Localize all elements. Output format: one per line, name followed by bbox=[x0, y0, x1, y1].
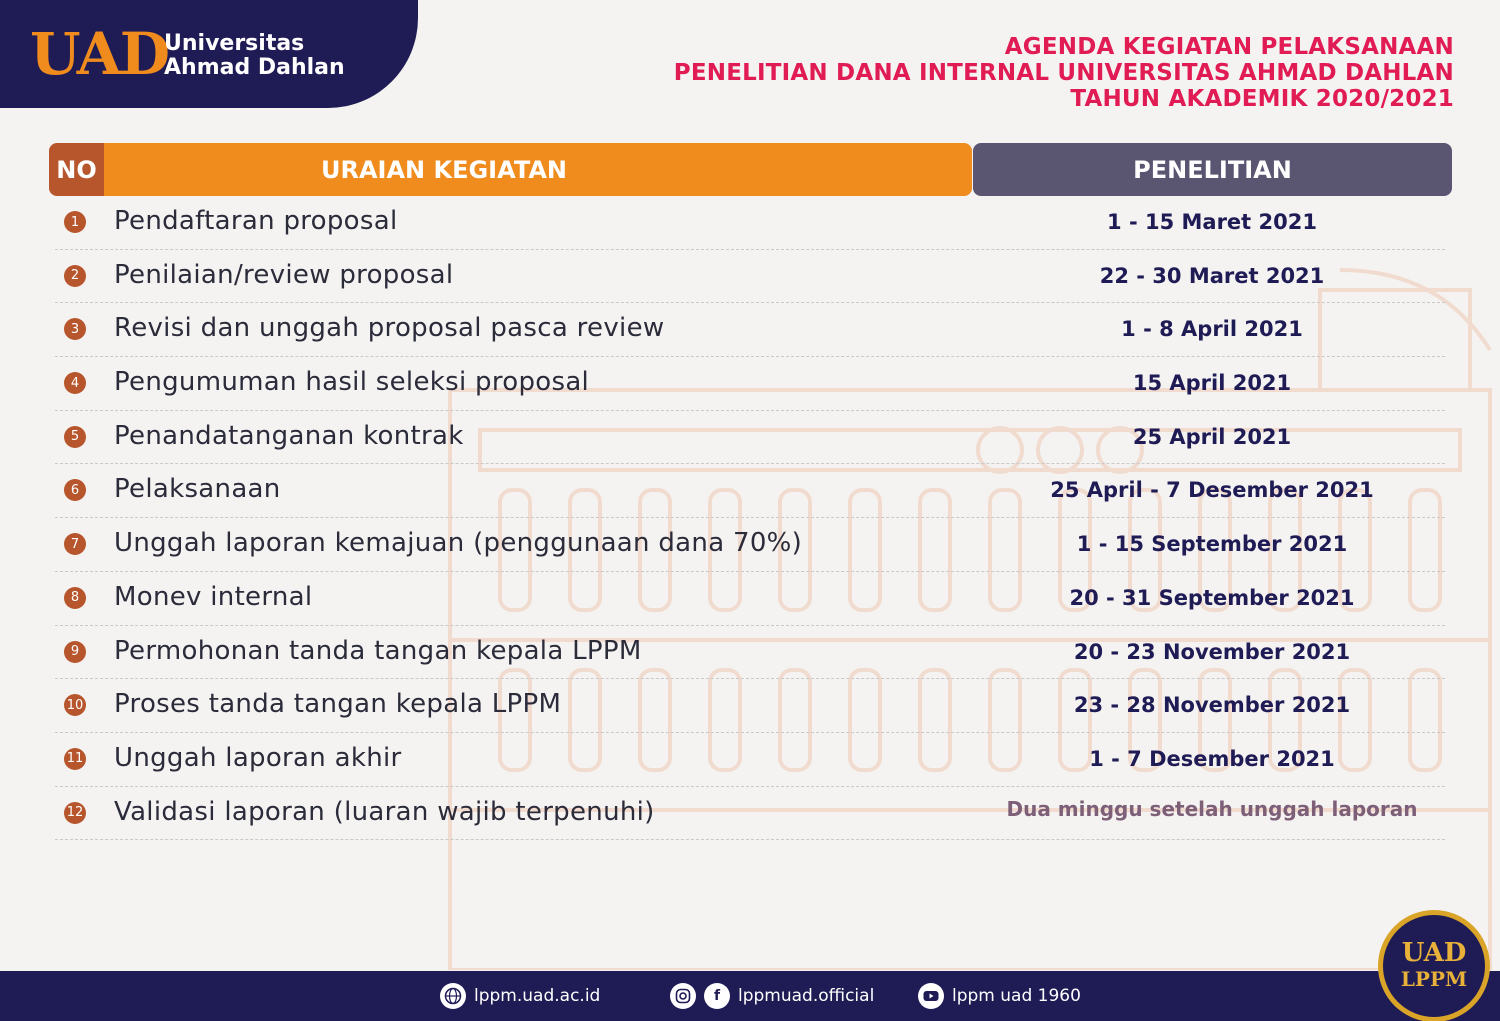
activity-text: Penandatanganan kontrak bbox=[114, 420, 464, 451]
badge-line-2: LPPM bbox=[1400, 967, 1468, 991]
badge-line-1: UAD bbox=[1401, 938, 1467, 968]
activity-text: Penilaian/review proposal bbox=[114, 259, 454, 290]
activity-text: Validasi laporan (luaran wajib terpenuhi) bbox=[114, 796, 655, 827]
university-name-line2: Ahmad Dahlan bbox=[164, 55, 345, 80]
title-line-2: PENELITIAN DANA INTERNAL UNIVERSITAS AHMAD DAHLAN bbox=[673, 60, 1454, 86]
row-number-badge: 3 bbox=[64, 318, 86, 340]
activity-text: Pengumuman hasil seleksi proposal bbox=[114, 367, 590, 398]
row-number-badge: 4 bbox=[64, 372, 86, 394]
date-text: 1 - 8 April 2021 bbox=[1121, 317, 1303, 342]
table-row bbox=[55, 464, 1445, 518]
title-line-1: AGENDA KEGIATAN PELAKSANAAN bbox=[1004, 34, 1454, 60]
table-row bbox=[55, 572, 1445, 626]
table-row bbox=[55, 626, 1445, 680]
date-text: 15 April 2021 bbox=[1132, 371, 1292, 396]
date-text: 22 - 30 Maret 2021 bbox=[1099, 263, 1325, 288]
row-number-badge: 1 bbox=[64, 211, 86, 233]
column-header-no: NO bbox=[49, 143, 104, 196]
date-text: Dua minggu setelah unggah laporan bbox=[1006, 796, 1418, 821]
date-text: 1 - 15 September 2021 bbox=[1076, 532, 1348, 557]
table-row bbox=[55, 250, 1445, 304]
row-number-badge: 5 bbox=[64, 426, 86, 448]
column-header-penelitian: PENELITIAN bbox=[973, 143, 1452, 196]
activity-text: Pelaksanaan bbox=[114, 474, 281, 505]
activity-text: Monev internal bbox=[114, 581, 313, 612]
row-number-badge: 6 bbox=[64, 479, 86, 501]
table-row bbox=[55, 303, 1445, 357]
globe-icon bbox=[440, 983, 466, 1009]
row-number-badge: 10 bbox=[64, 694, 86, 716]
row-number-badge: 8 bbox=[64, 587, 86, 609]
footer-website[interactable] bbox=[440, 983, 600, 1009]
table-row bbox=[55, 357, 1445, 411]
row-number-badge: 9 bbox=[64, 641, 86, 663]
activity-text: Permohonan tanda tangan kepala LPPM bbox=[114, 635, 642, 666]
date-text: 1 - 15 Maret 2021 bbox=[1107, 210, 1317, 234]
website-text: lppm.uad.ac.id bbox=[474, 986, 601, 1006]
activity-text: Proses tanda tangan kepala LPPM bbox=[114, 689, 562, 720]
uad-logo-mark: UAD bbox=[30, 20, 169, 88]
table-row bbox=[55, 411, 1445, 465]
activity-text: Pendaftaran proposal bbox=[114, 206, 398, 236]
title-line-3: TAHUN AKADEMIK 2020/2021 bbox=[1070, 86, 1454, 112]
date-text: 25 April 2021 bbox=[1132, 424, 1292, 449]
lppm-badge-logo bbox=[1378, 910, 1490, 1021]
row-number-badge: 2 bbox=[64, 265, 86, 287]
date-text: 1 - 7 Desember 2021 bbox=[1089, 746, 1335, 771]
table-row bbox=[55, 679, 1445, 733]
university-name-line1: Universitas bbox=[164, 31, 305, 56]
footer-youtube[interactable] bbox=[918, 983, 1081, 1009]
row-number-badge: 11 bbox=[64, 748, 86, 770]
row-number-badge: 7 bbox=[64, 533, 86, 555]
table-row bbox=[55, 733, 1445, 787]
activity-text: Revisi dan unggah proposal pasca review bbox=[114, 313, 665, 344]
table-row bbox=[55, 196, 1445, 250]
date-text: 20 - 23 November 2021 bbox=[1073, 639, 1351, 664]
social-handle-text: lppmuad.official bbox=[738, 986, 875, 1006]
page-title bbox=[674, 34, 1454, 112]
activity-text: Unggah laporan kemajuan (penggunaan dana 70%) bbox=[114, 528, 803, 559]
date-text: 25 April - 7 Desember 2021 bbox=[1050, 478, 1374, 503]
instagram-icon bbox=[670, 983, 696, 1009]
footer-bar bbox=[0, 971, 1500, 1021]
row-number-badge: 12 bbox=[64, 802, 86, 824]
date-text: 20 - 31 September 2021 bbox=[1069, 585, 1355, 610]
facebook-icon: f bbox=[704, 983, 730, 1009]
youtube-channel-text: lppm uad 1960 bbox=[952, 986, 1081, 1006]
activity-text: Unggah laporan akhir bbox=[114, 742, 402, 773]
table-row bbox=[55, 518, 1445, 572]
date-text: 23 - 28 November 2021 bbox=[1073, 693, 1351, 718]
university-name bbox=[164, 32, 345, 80]
youtube-icon bbox=[918, 983, 944, 1009]
logo-panel bbox=[0, 0, 418, 108]
schedule-table bbox=[55, 196, 1445, 840]
footer-social[interactable] bbox=[670, 983, 874, 1009]
column-header-uraian: URAIAN KEGIATAN bbox=[104, 143, 972, 196]
table-row bbox=[55, 787, 1445, 841]
